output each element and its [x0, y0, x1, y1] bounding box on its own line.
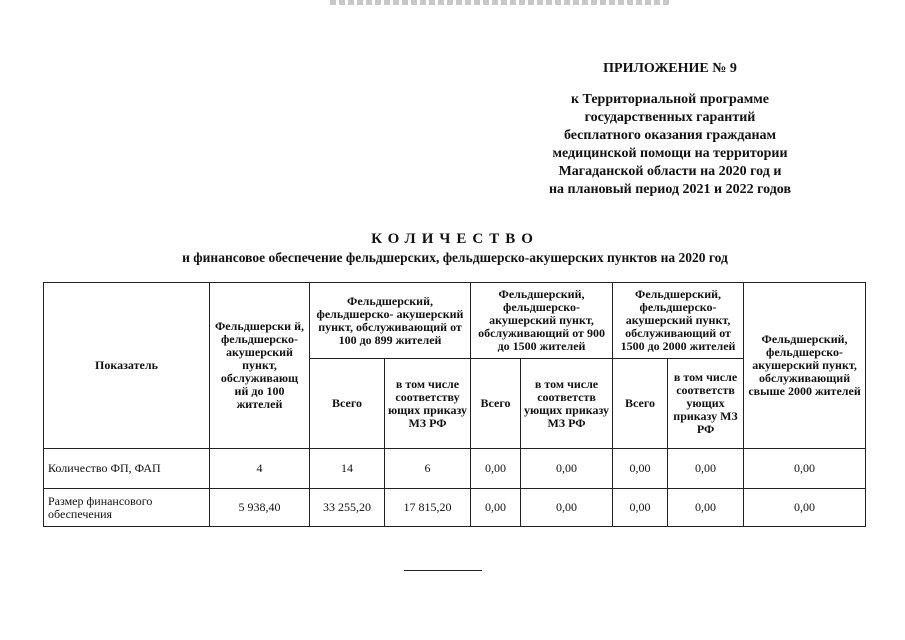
appendix-line: к Территориальной программе [570, 92, 770, 107]
header-900-1500: Фельдшерский, фельдшерско- акушерский пункт, обслуживающий от 900 до 1500 жителей [471, 283, 613, 359]
table-cell: 6 [385, 449, 471, 489]
table-row [44, 489, 866, 527]
header-incl-order: в том числе соответству ющих приказу МЗ РФ [385, 359, 471, 449]
table-cell: 0,00 [521, 489, 613, 527]
appendix-line: на плановый период 2021 и 2022 годов [548, 182, 792, 197]
document-subtitle: и финансовое обеспечение фельдшерских, фельдшерско-акушерских пунктов на 2020 год [182, 250, 728, 265]
header-indicator: Показатель [44, 283, 210, 449]
table-cell: 0,00 [613, 489, 668, 527]
scan-artifact [330, 0, 670, 5]
header-incl-order: в том числе соответств ующих приказу МЗ РФ [668, 359, 744, 449]
table-cell: 4 [210, 449, 310, 489]
table-cell: 0,00 [471, 489, 521, 527]
header-over-2000: Фельдшерский, фельдшерско- акушерский пункт, обслуживающий свыше 2000 жителей [744, 283, 866, 449]
table-cell: 5 938,40 [210, 489, 310, 527]
table-row [44, 449, 866, 489]
document-heading [40, 230, 870, 267]
row-label: Размер финансового обеспечения [44, 489, 210, 527]
header-total: Всего [310, 359, 385, 449]
table-cell: 0,00 [668, 489, 744, 527]
header-1500-2000: Фельдшерский, фельдшерско- акушерский пункт, обслуживающий от 1500 до 2000 жителей [613, 283, 744, 359]
appendix-line: бесплатного оказания гражданам [563, 128, 777, 143]
appendix-block [520, 60, 820, 199]
table-cell: 0,00 [744, 449, 866, 489]
appendix-line: государственных гарантий [584, 110, 756, 125]
table-cell: 33 255,20 [310, 489, 385, 527]
table-cell: 0,00 [471, 449, 521, 489]
table-cell: 0,00 [668, 449, 744, 489]
table-cell: 17 815,20 [385, 489, 471, 527]
table-cell: 0,00 [744, 489, 866, 527]
header-total: Всего [471, 359, 521, 449]
fap-table [43, 282, 866, 527]
table-cell: 14 [310, 449, 385, 489]
header-total: Всего [613, 359, 668, 449]
table-cell: 0,00 [521, 449, 613, 489]
footer-divider [404, 570, 482, 571]
header-up-to-100: Фельдшерски й, фельдшерско- акушерский пункт, обслуживающ ий до 100 жителей [210, 283, 310, 449]
appendix-line: Магаданской области на 2020 год и [558, 164, 782, 179]
document-title: КОЛИЧЕСТВО [371, 231, 539, 247]
row-label: Количество ФП, ФАП [44, 449, 210, 489]
appendix-line: медицинской помощи на территории [552, 146, 788, 161]
header-100-899: Фельдшерский, фельдшерско- акушерский пункт, обслуживающий от 100 до 899 жителей [310, 283, 471, 359]
table-cell: 0,00 [613, 449, 668, 489]
appendix-number: ПРИЛОЖЕНИЕ № 9 [603, 61, 737, 76]
header-incl-order: в том числе соответств ующих приказу МЗ РФ [521, 359, 613, 449]
